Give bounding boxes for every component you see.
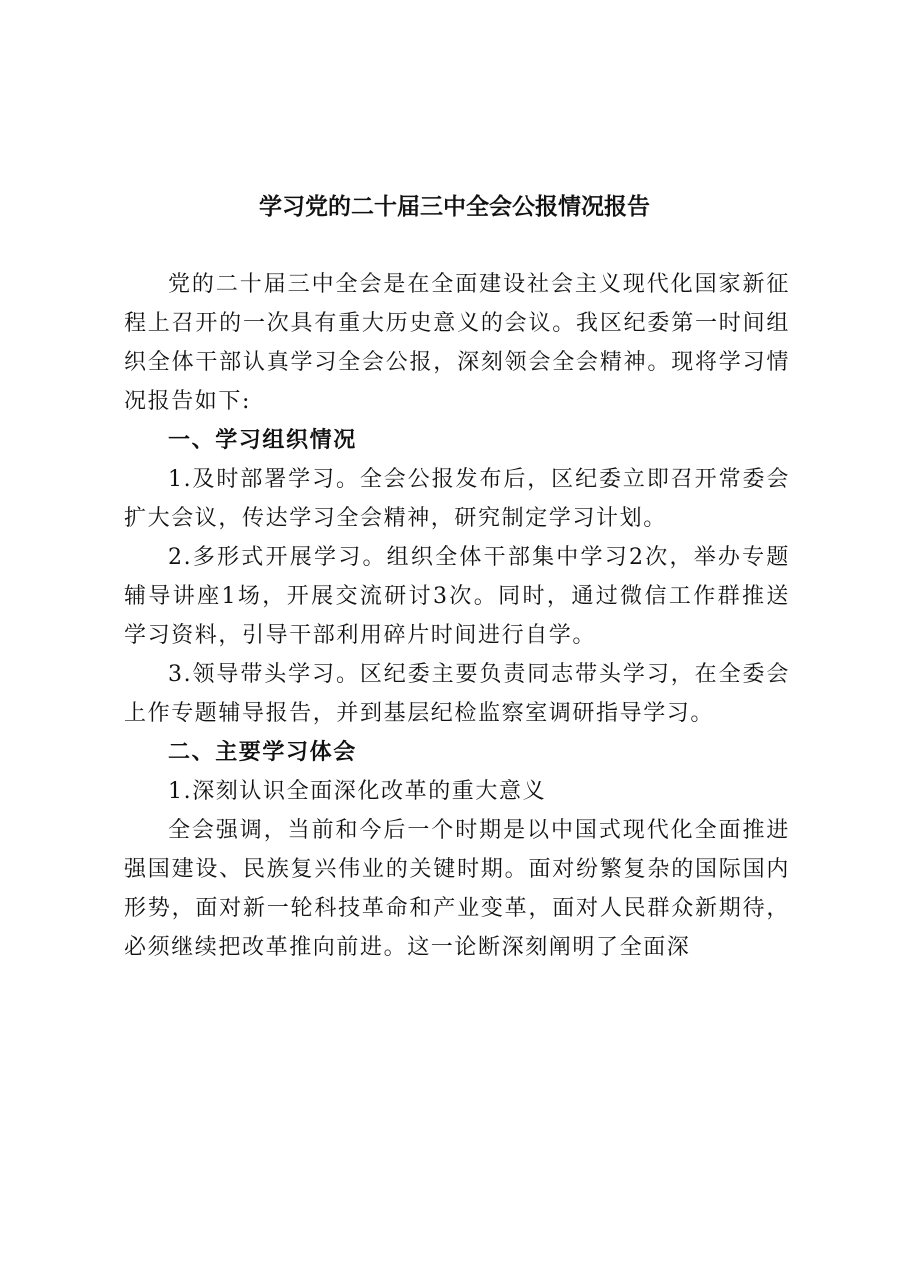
reform-significance-paragraph: 全会强调，当前和今后一个时期是以中国式现代化全面推进强国建设、民族复兴伟业的关键时期。面对纷繁复杂的国际国内形势，面对新一轮科技革命和产业变革，面对人民群众新期待，必须继续把改革推向前进。这一论断深刻阐明了全面深 — [124, 818, 790, 960]
section-heading-main-insights: 二、主要学习体会 — [168, 740, 357, 765]
item-timely-deployment: 1.及时部署学习。全会公报发布后，区纪委立即召开常委会扩大会议，传达学习全会精神，研究制定学习计划。 — [124, 467, 790, 531]
document-title: 学习党的二十届三中全会公报情况报告 — [259, 194, 650, 220]
intro-paragraph: 党的二十届三中全会是在全面建设社会主义现代化国家新征程上召开的一次具有重大历史意义的会议。我区纪委第一时间组织全体干部认真学习全会公报，深刻领会全会精神。现将学习情况报告如下: — [124, 272, 790, 414]
section-heading-study-organization: 一、学习组织情况 — [168, 428, 357, 453]
subheading-reform-significance: 1.深刻认识全面深化改革的重大意义 — [168, 779, 547, 804]
item-leaders-lead: 3.领导带头学习。区纪委主要负责同志带头学习，在全委会上作专题辅导报告，并到基层纪检监察室调研指导学习。 — [124, 662, 790, 726]
document-body — [124, 265, 790, 967]
item-multiple-forms: 2.多形式开展学习。组织全体干部集中学习2次，举办专题辅导讲座1场，开展交流研讨3次。同时，通过微信工作群推送学习资料，引导干部利用碎片时间进行自学。 — [124, 545, 790, 648]
